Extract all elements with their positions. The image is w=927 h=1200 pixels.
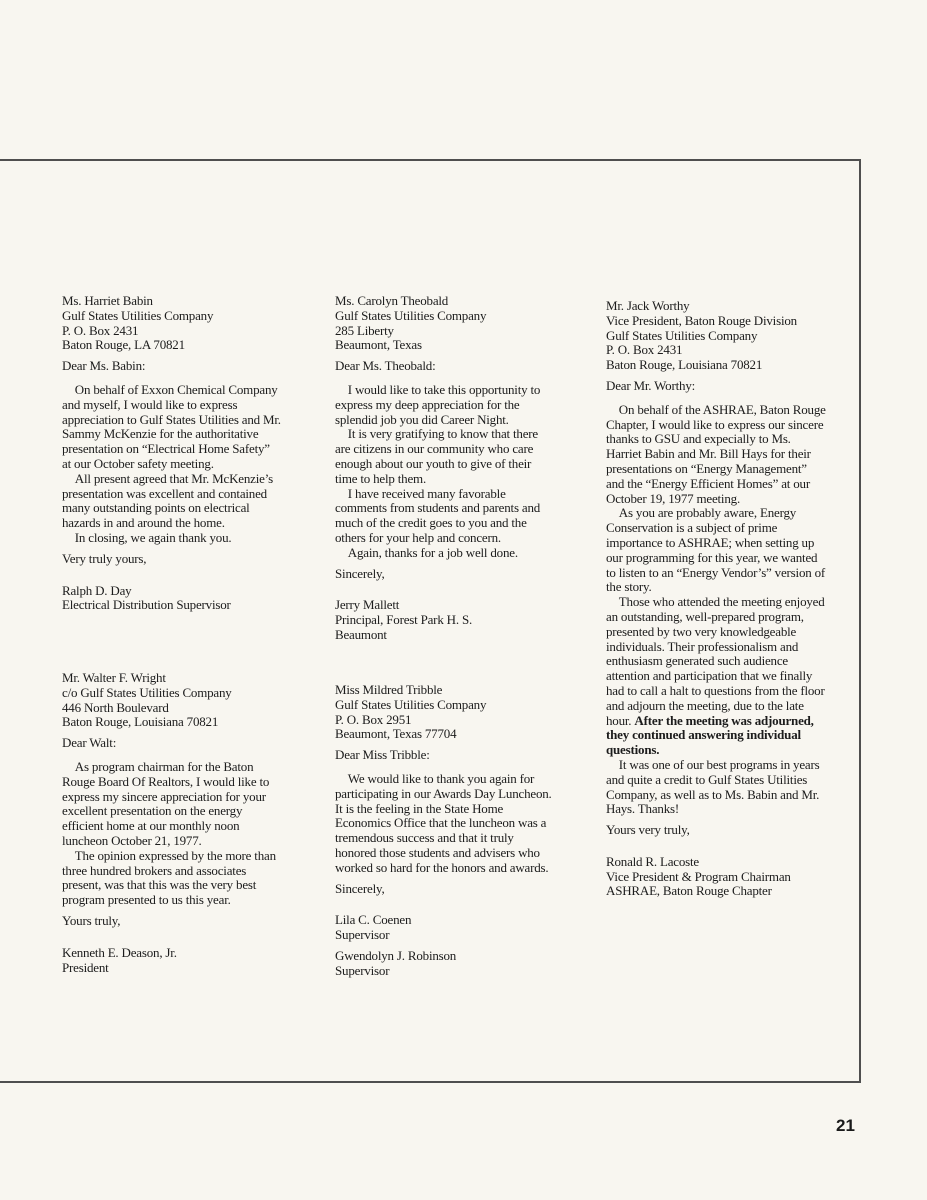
signature-line: Kenneth E. Deason, Jr. xyxy=(62,944,177,960)
letter-body xyxy=(335,383,597,561)
address-line: Baton Rouge, Louisiana 70821 xyxy=(606,357,763,373)
signature-line: Gwendolyn J. Robinson xyxy=(335,947,457,963)
address-line: 446 North Boulevard xyxy=(62,699,169,715)
body-line: participating in our Awards Day Luncheon. xyxy=(335,785,552,801)
letter-1 xyxy=(62,294,320,613)
body-line: It was one of our best programs in years xyxy=(606,756,820,772)
body-line: Rouge Board Of Realtors, I would like to xyxy=(62,773,270,789)
address-line: Gulf States Utilities Company xyxy=(606,327,758,343)
salutation: Dear Ms. Babin: xyxy=(62,358,146,374)
signature-block xyxy=(335,949,597,979)
body-line: As you are probably aware, Energy xyxy=(606,505,797,521)
body-line: attention and participation that we finally xyxy=(606,668,813,684)
address-line: c/o Gulf States Utilities Company xyxy=(62,684,232,700)
signature-line: Principal, Forest Park H. S. xyxy=(335,612,473,628)
address-line: Baton Rouge, Louisiana 70821 xyxy=(62,714,219,730)
body-line: Company, as well as to Ms. Babin and Mr. xyxy=(606,786,820,802)
signature-area xyxy=(62,584,320,614)
page-frame-top-border xyxy=(0,159,861,161)
body-line: It is the feeling in the State Home xyxy=(335,800,504,816)
salutation: Dear Ms. Theobald: xyxy=(335,358,436,374)
body-line xyxy=(606,714,862,729)
body-line: luncheon October 21, 1977. xyxy=(62,832,202,848)
body-line xyxy=(606,728,862,743)
body-line: October 19, 1977 meeting. xyxy=(606,490,740,506)
body-line: thanks to GSU and expecially to Ms. xyxy=(606,431,791,447)
bold-text-run: After the meeting was adjourned, xyxy=(634,712,814,728)
address-line: Ms. Harriet Babin xyxy=(62,293,153,308)
body-line: program presented to us this year. xyxy=(62,892,231,908)
signature-area xyxy=(62,946,320,976)
letter-4 xyxy=(335,683,597,979)
signature-line: Supervisor xyxy=(335,962,390,978)
signature-block xyxy=(606,855,862,899)
signature-block xyxy=(335,913,597,943)
body-line: Again, thanks for a job well done. xyxy=(335,544,518,560)
signature-line: Electrical Distribution Supervisor xyxy=(62,597,231,613)
salutation: Dear Mr. Worthy: xyxy=(606,377,696,393)
body-line: presentation on “Electrical Home Safety” xyxy=(62,441,270,457)
body-line: the story. xyxy=(606,579,652,595)
bold-text-run: they continued answering individual xyxy=(606,727,801,743)
body-line: our programming for this year, we wanted xyxy=(606,549,818,565)
body-line: and adjourn the meeting, due to the late xyxy=(606,697,804,713)
body-line: On behalf of Exxon Chemical Company xyxy=(62,381,278,397)
signature-line: Ralph D. Day xyxy=(62,582,132,598)
body-line: Chapter, I would like to express our sincere xyxy=(606,416,824,432)
body-line: hazards in and around the home. xyxy=(62,515,225,531)
address-line: Ms. Carolyn Theobald xyxy=(335,293,449,308)
body-line: at our October safety meeting. xyxy=(62,455,214,471)
address-line: Gulf States Utilities Company xyxy=(335,696,487,712)
body-line: The opinion expressed by the more than xyxy=(62,847,276,863)
signature-area xyxy=(335,913,597,978)
address-line: P. O. Box 2431 xyxy=(62,322,139,338)
address-line: Miss Mildred Tribble xyxy=(335,682,443,697)
recipient-address xyxy=(335,683,597,742)
letter-body xyxy=(62,760,320,908)
body-line: and myself, I would like to express xyxy=(62,396,238,412)
recipient-address xyxy=(606,299,862,373)
address-line: P. O. Box 2431 xyxy=(606,342,683,358)
signature-line: Jerry Mallett xyxy=(335,597,400,613)
body-line: Conservation is a subject of prime xyxy=(606,520,778,536)
signature-area xyxy=(606,855,862,899)
letter-3 xyxy=(335,294,597,643)
recipient-address xyxy=(335,294,597,353)
body-line: three hundred brokers and associates xyxy=(62,862,247,878)
salutation: Dear Miss Tribble: xyxy=(335,747,430,763)
closing-phrase: Yours very truly, xyxy=(606,822,690,838)
text-run: hour. xyxy=(606,712,635,728)
body-line: It is very gratifying to know that there xyxy=(335,426,538,442)
closing-phrase: Very truly yours, xyxy=(62,550,147,566)
body-line: an outstanding, well-prepared program, xyxy=(606,608,804,624)
address-line: P. O. Box 2951 xyxy=(335,711,412,727)
body-line: splendid job you did Career Night. xyxy=(335,411,509,427)
body-line: individuals. Their professionalism and xyxy=(606,638,799,654)
letter-body xyxy=(62,383,320,546)
body-line: Sammy McKenzie for the authoritative xyxy=(62,426,259,442)
signature-line: Supervisor xyxy=(335,927,390,943)
address-line: Beaumont, Texas 77704 xyxy=(335,726,457,742)
body-line: efficient home at our monthly noon xyxy=(62,818,240,834)
address-line: Mr. Walter F. Wright xyxy=(62,670,166,685)
address-line: Beaumont, Texas xyxy=(335,337,422,353)
body-line: presented by two very knowledgeable xyxy=(606,623,797,639)
recipient-address xyxy=(62,294,320,353)
address-line: Gulf States Utilities Company xyxy=(62,307,214,323)
body-line: are citizens in our community who care xyxy=(335,441,534,457)
body-line: Those who attended the meeting enjoyed xyxy=(606,594,825,610)
body-line: presentations on “Energy Management” xyxy=(606,460,807,476)
body-line: express my sincere appreciation for your xyxy=(62,788,266,804)
address-line: Vice President, Baton Rouge Division xyxy=(606,312,797,328)
address-line: 285 Liberty xyxy=(335,322,394,338)
recipient-address xyxy=(62,671,320,730)
letter-body xyxy=(606,403,862,817)
letter-5 xyxy=(606,299,862,899)
body-line: and the “Energy Efficient Homes” at our xyxy=(606,475,810,491)
letter-2 xyxy=(62,671,320,975)
bold-text-run: questions. xyxy=(606,742,660,758)
body-line: All present agreed that Mr. McKenzie’s xyxy=(62,470,273,486)
body-line: to listen to an “Energy Vendor’s” version of xyxy=(606,564,826,580)
letter-body xyxy=(335,772,597,876)
signature-area xyxy=(335,598,597,642)
signature-line: President xyxy=(62,959,109,975)
body-line: Economics Office that the luncheon was a xyxy=(335,815,547,831)
body-line: presentation was excellent and contained xyxy=(62,485,267,501)
body-line: Harriet Babin and Mr. Bill Hays for their xyxy=(606,446,811,462)
body-line: On behalf of the ASHRAE, Baton Rouge xyxy=(606,401,826,417)
signature-line: Beaumont xyxy=(335,626,387,642)
body-line: time to help them. xyxy=(335,470,426,486)
body-line: many outstanding points on electrical xyxy=(62,500,250,516)
body-line: Hays. Thanks! xyxy=(606,801,679,817)
body-line: In closing, we again thank you. xyxy=(62,529,232,545)
body-line: tremendous success and that it truly xyxy=(335,830,514,846)
body-line: I have received many favorable xyxy=(335,485,506,501)
body-line: comments from students and parents and xyxy=(335,500,541,516)
signature-line: ASHRAE, Baton Rouge Chapter xyxy=(606,883,772,899)
signature-block xyxy=(62,584,320,614)
closing-phrase: Yours truly, xyxy=(62,912,121,928)
closing-phrase: Sincerely, xyxy=(335,565,385,581)
body-line: worked so hard for the honors and awards. xyxy=(335,859,549,875)
body-line: others for your help and concern. xyxy=(335,529,501,545)
body-line: had to call a halt to questions from the floor xyxy=(606,682,825,698)
body-line: express my deep appreciation for the xyxy=(335,396,520,412)
signature-block xyxy=(335,598,597,642)
body-line: much of the credit goes to you and the xyxy=(335,515,527,531)
signature-line: Vice President & Program Chairman xyxy=(606,868,791,884)
body-line: appreciation to Gulf States Utilities and Mr. xyxy=(62,411,281,427)
body-line xyxy=(606,743,862,758)
address-line: Baton Rouge, LA 70821 xyxy=(62,337,185,353)
signature-block xyxy=(62,946,320,976)
address-line: Mr. Jack Worthy xyxy=(606,298,690,313)
body-line: present, was that this was the very best xyxy=(62,877,257,893)
body-line: importance to ASHRAE; when setting up xyxy=(606,534,815,550)
page-frame-bottom-border xyxy=(0,1081,861,1083)
body-line: I would like to take this opportunity to xyxy=(335,381,541,397)
salutation: Dear Walt: xyxy=(62,735,117,751)
signature-line: Lila C. Coenen xyxy=(335,912,412,928)
body-line: enthusiasm generated such audience xyxy=(606,653,788,669)
closing-phrase: Sincerely, xyxy=(335,880,385,896)
body-line: honored those students and advisers who xyxy=(335,844,540,860)
body-line: and quite a credit to Gulf States Utilities xyxy=(606,771,808,787)
address-line: Gulf States Utilities Company xyxy=(335,307,487,323)
body-line: enough about our youth to give of their xyxy=(335,455,532,471)
page-number: 21 xyxy=(836,1116,855,1135)
body-line: We would like to thank you again for xyxy=(335,770,535,786)
body-line: As program chairman for the Baton xyxy=(62,758,254,774)
body-line: excellent presentation on the energy xyxy=(62,803,243,819)
signature-line: Ronald R. Lacoste xyxy=(606,853,699,869)
